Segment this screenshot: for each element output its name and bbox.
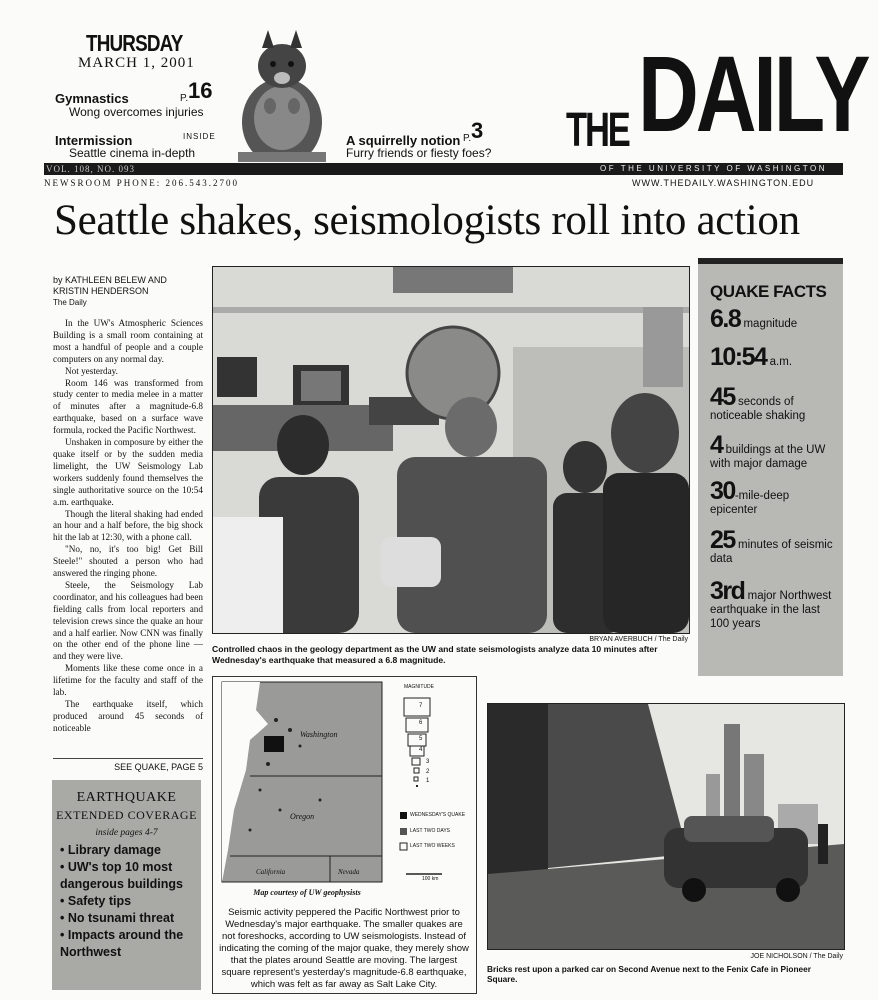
fact-text: -mile-deep epicenter — [710, 490, 790, 516]
fact-text: minutes of seismic data — [710, 539, 833, 565]
logo-daily: DAILY — [638, 33, 868, 154]
photo1-caption: Controlled chaos in the geology department as the UW and state seismologists analyze data 10 minutes after Wednesday's earthquake that measured a 6.8 magnitude. — [212, 644, 658, 665]
fact-item — [710, 383, 838, 423]
fact-number: 45 — [710, 383, 735, 411]
seismic-map — [220, 680, 470, 886]
map-label-nevada: Nevada — [338, 868, 360, 876]
story-paragraph: Steele, the Seismology Lab coordinator, and his colleagues had been fielding calls from local reporters and television crews since the quake an hour and a half earlier. Now CNN was finally on the other end of the phone line — and they were live. — [53, 579, 203, 662]
see-quake-jump[interactable]: SEE QUAKE, PAGE 5 — [53, 758, 203, 772]
map-caption: Seismic activity peppered the Pacific Northwest prior to Wednesday's major earthquake. The smaller quakes are not foreshocks, according to UW seismologists. Instead of indicating the coming of the major quake, they merely show that the plates around Seattle are moving. The largest square represent's yesterday's magnitude-6.8 earthquake, which was felt as far away as Salt Lake City. — [219, 907, 469, 990]
map-label-oregon: Oregon — [290, 812, 315, 821]
fact-item — [710, 431, 838, 471]
map-label-washington: Washington — [300, 730, 338, 739]
photo2-caption: Bricks rest upon a parked car on Second Avenue next to the Fenix Cafe in Pioneer Square. — [487, 964, 811, 984]
fact-item — [710, 305, 838, 333]
fact-number: 30 — [710, 477, 735, 505]
magnitude-value: 6 — [419, 720, 423, 726]
magnitude-value: 1 — [426, 778, 430, 784]
fact-number: 10:54 — [710, 343, 767, 371]
legend-two-weeks: LAST TWO WEEKS — [410, 843, 455, 849]
volume-number: VOL. 108, NO. 093 — [46, 164, 135, 174]
byline-credit: The Daily — [53, 298, 87, 307]
legend-two-days: LAST TWO DAYS — [410, 828, 451, 834]
teaser-intermission-title[interactable]: Intermission — [55, 133, 133, 148]
coverage-item[interactable]: • UW's top 10 most dangerous buildings — [60, 860, 183, 891]
seismology-lab-photo — [212, 266, 690, 634]
teaser-squirrel-sub: Furry friends or fiesty foes? — [346, 146, 492, 160]
fact-text: a.m. — [769, 356, 793, 368]
story-paragraph: Unshaken in composure by either the quake itself or by the sudden media limelight, the UW Seismology Lab workers suddenly found themselves the single authoritative source on the 10:54 a.m. earthquake. — [53, 437, 203, 507]
teaser-gymnastics-sub: Wong overcomes injuries — [69, 105, 204, 119]
fact-item — [710, 477, 838, 517]
newsroom-phone: NEWSROOM PHONE: 206.543.2700 — [44, 178, 240, 188]
page-headline: Seattle shakes, seismologists roll into action — [54, 197, 800, 244]
squirrel-photo — [234, 26, 330, 162]
magnitude-value: 4 — [419, 747, 423, 753]
story-paragraph: Though the literal shaking had ended an hour and a half before, the big shock hit the lab at 12:30, with a phone call. — [53, 508, 203, 543]
fact-number: 3rd — [710, 577, 745, 605]
story-paragraph: Moments like these come once in a lifetime for the faculty and staff of the lab. — [53, 663, 203, 698]
coverage-title: EARTHQUAKE — [76, 790, 177, 805]
fact-text: buildings at the UW with major damage — [710, 444, 826, 470]
magnitude-value: 7 — [419, 703, 423, 709]
teaser-inside-tag: INSIDE — [183, 132, 216, 141]
teaser-gymnastics-page: 16 — [188, 78, 213, 103]
teaser-page-prefix: P. — [463, 133, 472, 144]
coverage-item[interactable]: • Safety tips — [60, 894, 132, 908]
fact-text: major Northwest earthquake in the last 100 years — [710, 590, 832, 630]
story-paragraph: The earthquake itself, which produced around 45 seconds of noticeable — [53, 699, 203, 733]
story-paragraph: Room 146 was transformed from study center to media melee in a matter of minutes after a magnitude-6.8 earthquake, based on a surface wave formula, rocked the Pacific Northwest. — [53, 377, 203, 436]
fact-text: seconds of noticeable shaking — [710, 396, 806, 422]
teaser-gymnastics-title[interactable]: Gymnastics — [55, 91, 129, 106]
photo2-credit: JOE NICHOLSON / The Daily — [750, 953, 843, 960]
teaser-page-prefix: P. — [180, 93, 189, 104]
coverage-item[interactable]: • Impacts around the Northwest — [60, 928, 184, 959]
quake-facts-title: QUAKE FACTS — [710, 282, 827, 301]
fact-item — [710, 343, 838, 371]
magnitude-value: 3 — [426, 759, 430, 765]
teaser-squirrel-page: 3 — [471, 118, 484, 143]
website-url[interactable]: WWW.THEDAILY.WASHINGTON.EDU — [632, 178, 815, 188]
map-label-california: California — [256, 868, 286, 876]
story-paragraph: Not yesterday. — [65, 365, 118, 376]
issue-day: THURSDAY — [86, 30, 183, 56]
fact-text: magnitude — [743, 318, 798, 330]
fact-number: 4 — [710, 431, 723, 459]
coverage-list — [60, 842, 200, 961]
logo-the: THE — [566, 104, 629, 157]
fact-item — [710, 526, 838, 566]
issue-date: MARCH 1, 2001 — [78, 55, 195, 71]
coverage-item-label: UW's top 10 most dangerous buildings — [60, 860, 183, 891]
coverage-item[interactable]: • No tsunami threat — [60, 911, 175, 925]
magnitude-value: 5 — [419, 736, 423, 742]
byline: by KATHLEEN BELEW AND KRISTIN HENDERSON — [53, 275, 167, 296]
coverage-item[interactable]: • Library damage — [60, 843, 161, 857]
fact-number: 25 — [710, 526, 735, 554]
fact-number: 6.8 — [710, 305, 741, 333]
story-paragraph: "No, no, it's too big! Get Bill Steele!" shouted a person who had answered the ringing phone. — [53, 544, 203, 579]
coverage-item-label: No tsunami threat — [67, 911, 175, 925]
magnitude-scale-title: MAGNITUDE — [404, 684, 434, 690]
teaser-intermission-sub: Seattle cinema in-depth — [69, 146, 196, 160]
magnitude-value: 2 — [426, 769, 430, 775]
story-body — [53, 318, 203, 735]
teaser-squirrel-title[interactable]: A squirrelly notion — [346, 133, 461, 148]
coverage-item-label: Impacts around the Northwest — [60, 928, 184, 959]
coverage-pages: inside pages 4-7 — [95, 828, 158, 838]
fact-item — [710, 577, 838, 631]
coverage-item-label: Library damage — [67, 843, 161, 857]
coverage-item-label: Safety tips — [67, 894, 132, 908]
map-scale-bar-label: 100 km — [422, 876, 439, 882]
legend-wednesday: WEDNESDAY'S QUAKE — [410, 812, 466, 818]
story-paragraph: In the UW's Atmospheric Sciences Building is a small room containing at most a handful of people and a couple computers on any normal day. — [53, 318, 203, 364]
coverage-subtitle: EXTENDED COVERAGE — [56, 808, 197, 822]
university-line: OF THE UNIVERSITY OF WASHINGTON — [600, 164, 827, 173]
map-credit: Map courtesy of UW geophysists — [253, 888, 361, 897]
pioneer-square-photo — [487, 703, 845, 950]
photo1-credit: BRYAN AVERBUCH / The Daily — [589, 636, 688, 643]
